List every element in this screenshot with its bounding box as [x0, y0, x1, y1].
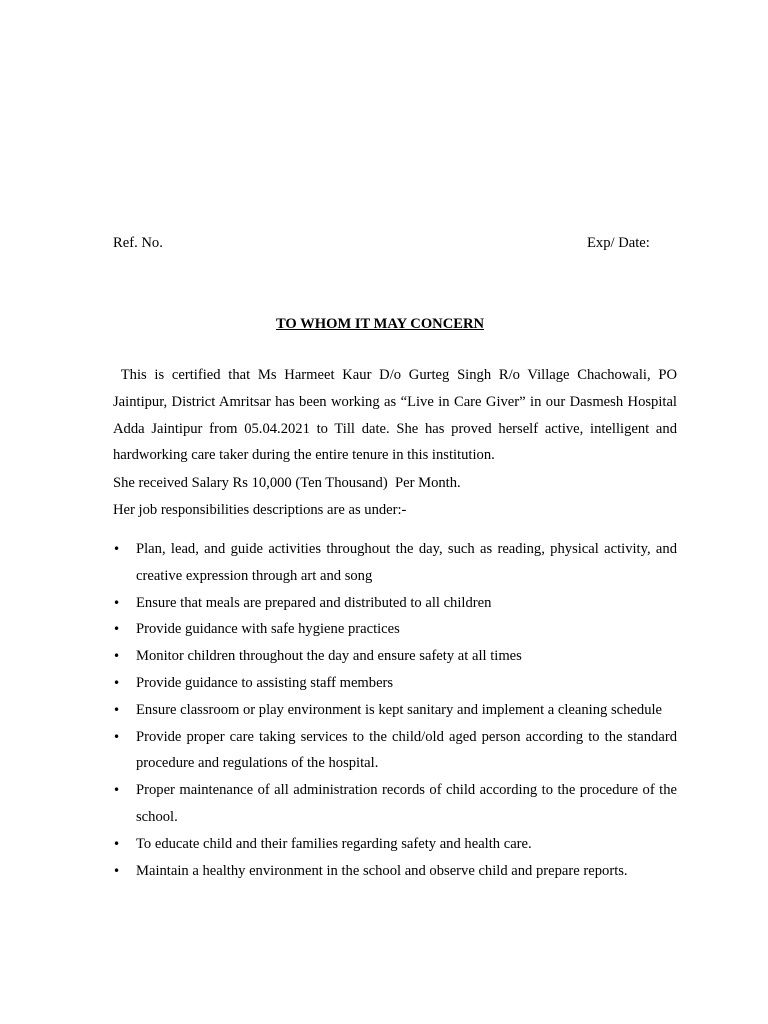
bullet-icon: • [113, 542, 121, 556]
responsibilities-list [113, 536, 677, 884]
bullet-icon: • [113, 675, 121, 690]
document-page [113, 0, 681, 1024]
list-item-text: Provide guidance to assisting staff members [136, 674, 394, 691]
reference-row [113, 233, 677, 253]
list-item [113, 697, 677, 724]
list-item-text: Maintain a healthy environment in the school and observe child and prepare reports. [136, 862, 628, 879]
responsibilities-intro: Her job responsibilities descriptions are as under:- [113, 501, 407, 518]
list-item [113, 670, 677, 697]
list-item-text: To educate child and their families regarding safety and health care. [136, 835, 532, 852]
list-item [113, 616, 677, 643]
list-item [113, 590, 677, 617]
salary-line: She received Salary Rs 10,000 (Ten Thousand) Per Month. [113, 474, 461, 491]
bullet-icon: • [113, 595, 121, 610]
list-item [113, 777, 677, 831]
list-item-text: Proper maintenance of all administration records of child according to the procedure of the school. [136, 782, 677, 825]
bullet-icon: • [113, 649, 121, 664]
list-item-text: Ensure that meals are prepared and distributed to all children [136, 594, 492, 611]
list-item-text: Monitor children throughout the day and ensure safety at all times [136, 648, 522, 665]
list-item-text: Provide guidance with safe hygiene practices [136, 621, 400, 638]
list-item [113, 831, 677, 858]
list-item-text: Plan, lead, and guide activities throughout the day, such as reading, physical activity, and creative expression through art and song [136, 541, 677, 584]
bullet-icon: • [113, 622, 121, 637]
certificate-paragraph: This is certified that Ms Harmeet Kaur D/o Gurteg Singh R/o Village Chachowali, PO Jaintipur, District Amritsar has been working as “Live in Care Giver” in our Dasmesh Hospital Adda Jaintipur from 05.04.2021 to Till date. She has proved herself active, intelligent and hardworking care taker during the entire tenure in this institution. [113, 367, 681, 464]
list-item [113, 724, 677, 778]
bullet-icon: • [113, 729, 121, 744]
list-item-text: Provide proper care taking services to the child/old aged person according to the standard procedure and regulations of the hospital. [136, 728, 677, 772]
list-item [113, 643, 677, 670]
list-item [113, 536, 677, 590]
bullet-icon: • [113, 783, 121, 798]
list-item-text: Ensure classroom or play environment is kept sanitary and implement a cleaning schedule [136, 701, 663, 718]
ref-no-label: Ref. No. [113, 235, 163, 251]
exp-date-label: Exp/ Date: [587, 235, 650, 251]
bullet-icon: • [113, 702, 121, 717]
document-title: TO WHOM IT MAY CONCERN [275, 316, 485, 332]
bullet-icon: • [113, 836, 121, 851]
list-item [113, 858, 677, 885]
bullet-icon: • [113, 863, 121, 878]
